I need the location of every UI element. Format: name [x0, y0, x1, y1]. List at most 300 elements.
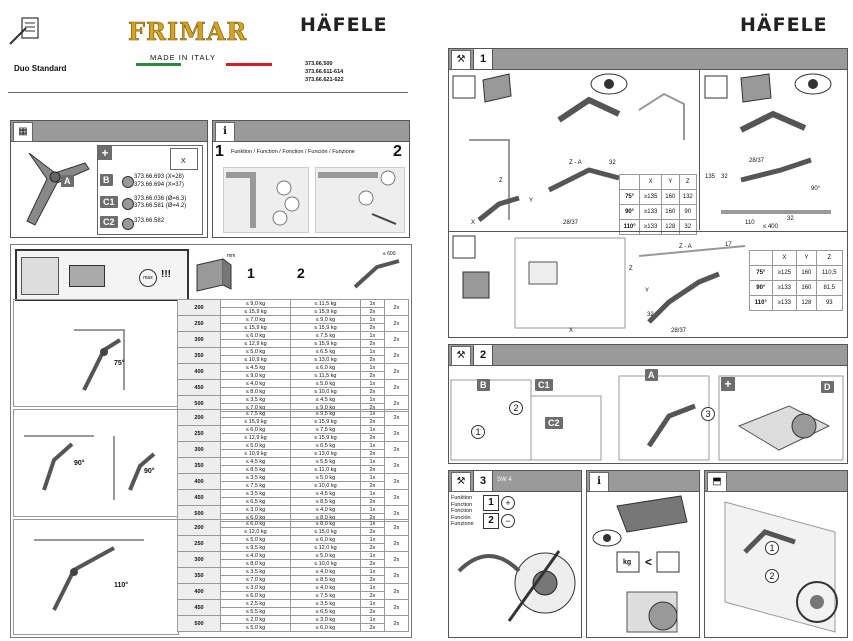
- step2-panel: [448, 344, 848, 464]
- made-in-italy: [150, 53, 260, 62]
- label-c2: C2: [545, 417, 563, 429]
- dim-17: 17: [725, 242, 732, 248]
- step-number: 3: [473, 471, 493, 491]
- weight-cell-1: ≤ 4,0 kg: [221, 380, 291, 388]
- screw-icon: [122, 176, 134, 188]
- info-header: [587, 471, 699, 492]
- weight-cell-1: ≤ 3,0 kg: [221, 584, 291, 592]
- count-cell: 1x: [360, 506, 384, 514]
- parts-panel: [10, 120, 208, 238]
- length-cell: 250: [178, 316, 221, 332]
- count-cell: 2x: [360, 514, 384, 522]
- count-cell: 2x: [360, 340, 384, 348]
- dim-135: 135: [705, 174, 716, 180]
- step-number: 1: [473, 49, 493, 69]
- weight-cell-2: ≤ 12,0 kg: [290, 544, 360, 552]
- weight-cell-1: ≤ 6,0 kg: [221, 426, 291, 434]
- count-cell: 2x: [360, 388, 384, 396]
- weight-cell-1: ≤ 3,5 kg: [221, 568, 291, 576]
- length-cell: 450: [178, 600, 221, 616]
- weight-cell-1: ≤ 9,0 kg: [221, 300, 291, 308]
- mm-label: mm: [227, 253, 236, 259]
- product-codes: [305, 60, 344, 84]
- weight-cell-2: ≤ 11,5 kg: [290, 300, 360, 308]
- y-cell: 160: [797, 266, 817, 281]
- page-gutter: [416, 0, 440, 641]
- label-d: D: [821, 381, 834, 393]
- product-code: 373.66.621-622: [305, 77, 344, 83]
- weight-cell-2: ≤ 8,0 kg: [290, 520, 360, 528]
- info-icon: i: [589, 472, 609, 492]
- table-row: [178, 410, 409, 418]
- function-header-text: Funktion / Function / Fonction / Función / Funzione: [231, 149, 355, 155]
- column-header: Z: [679, 175, 696, 190]
- step4-panel: [704, 470, 848, 638]
- less-than: <: [645, 555, 653, 569]
- weight-cell-1: ≤ 3,5 kg: [221, 474, 291, 482]
- weight-cell-2: ≤ 5,0 kg: [290, 552, 360, 560]
- step-marker-3: 3: [701, 407, 715, 421]
- weight-cell-1: ≤ 12,0 kg: [221, 528, 291, 536]
- count-cell: 2x: [360, 592, 384, 600]
- weight-cell-2: ≤ 7,5 kg: [290, 332, 360, 340]
- italy-flag-bar: [136, 63, 272, 66]
- weight-cell-2: ≤ 15,0 kg: [290, 528, 360, 536]
- label-c1: C1: [535, 379, 553, 391]
- weight-table-90: [177, 409, 409, 522]
- table-row: [178, 348, 409, 356]
- weight-cell-1: ≤ 9,5 kg: [221, 544, 291, 552]
- weight-cell-1: ≤ 4,5 kg: [221, 458, 291, 466]
- count-cell: 1x: [360, 300, 384, 308]
- weight-cell-1: ≤ 3,5 kg: [221, 490, 291, 498]
- weight-cell-1: ≤ 12,9 kg: [221, 340, 291, 348]
- dim-z: Z: [629, 266, 633, 272]
- weight-cell-2: ≤ 5,0 kg: [290, 380, 360, 388]
- part-code-b2: 373.66.694 (X=37): [134, 182, 184, 188]
- count-cell: 2x: [360, 356, 384, 364]
- count-cell: 2x: [360, 404, 384, 412]
- warning-icon: [21, 257, 59, 295]
- weight-cell-2: ≤ 13,0 kg: [290, 356, 360, 364]
- weight-cell-1: ≤ 2,5 kg: [221, 600, 291, 608]
- weight-cell-1: ≤ 3,0 kg: [221, 506, 291, 514]
- weight-cell-2: ≤ 7,5 kg: [290, 426, 360, 434]
- weight-cell-2: ≤ 8,5 kg: [290, 498, 360, 506]
- table-row: [178, 364, 409, 372]
- dim-28-37: 28/37: [749, 158, 765, 164]
- box-height-icon: [191, 251, 235, 295]
- weight-cell-2: ≤ 3,5 kg: [290, 600, 360, 608]
- weight-cell-2: ≤ 11,5 kg: [290, 372, 360, 380]
- weight-cell-1: ≤ 15,9 kg: [221, 324, 291, 332]
- angle-label: 75°: [114, 360, 125, 367]
- dim-y: Y: [645, 288, 650, 294]
- dim-label: ≤ 600: [383, 251, 396, 257]
- angle-cell: 110°: [620, 220, 640, 235]
- weight-cell-1: ≤ 5,0 kg: [221, 536, 291, 544]
- count-cell: 2x: [360, 544, 384, 552]
- count-cell: 2x: [360, 466, 384, 474]
- weight-cell-2: ≤ 15,9 kg: [290, 308, 360, 316]
- z-cell: 90: [679, 205, 696, 220]
- function-label: Función: [451, 514, 471, 521]
- table-row: [178, 568, 409, 576]
- adjust-screw-drawing: [449, 531, 579, 635]
- dim-32: 32: [647, 312, 654, 318]
- weight-cell-2: ≤ 15,9 kg: [290, 340, 360, 348]
- angle-label: 110°: [114, 582, 129, 589]
- weight-cell-1: ≤ 6,5 kg: [221, 498, 291, 506]
- weight-cell-2: ≤ 9,0 kg: [290, 404, 360, 412]
- table-row: [750, 281, 843, 296]
- weight-cell-2: ≤ 9,5 kg: [290, 410, 360, 418]
- dim-110: 110: [745, 220, 755, 226]
- weight-cell-2: ≤ 6,5 kg: [290, 348, 360, 356]
- weight-cell-2: ≤ 6,0 kg: [290, 364, 360, 372]
- count-cell: 2x: [360, 372, 384, 380]
- length-cell: 400: [178, 364, 221, 380]
- count-cell-total: 2x: [384, 410, 408, 426]
- length-cell: 500: [178, 506, 221, 522]
- length-cell: 300: [178, 552, 221, 568]
- weight-cell-1: ≤ 10,9 kg: [221, 356, 291, 364]
- weight-cell-1: ≤ 6,0 kg: [221, 520, 291, 528]
- count-cell: 2x: [360, 608, 384, 616]
- install-icon: ⬒: [707, 472, 727, 492]
- count-cell: 1x: [360, 536, 384, 544]
- table-row: [178, 458, 409, 466]
- count-cell-total: 2x: [384, 300, 408, 316]
- table-row: [178, 442, 409, 450]
- tool-icon: ⚒: [451, 50, 471, 70]
- function-label: Funzione: [451, 521, 474, 527]
- angle-cell: 90°: [620, 205, 640, 220]
- weight-cell-2: ≤ 9,0 kg: [290, 316, 360, 324]
- table-row: [178, 396, 409, 404]
- table-row: [178, 616, 409, 624]
- weight-cell-1: ≤ 5,5 kg: [221, 608, 291, 616]
- column-header: X: [772, 251, 796, 266]
- dimension-table-a: [619, 174, 697, 235]
- screw-icon: [122, 218, 134, 230]
- count-cell: 1x: [360, 568, 384, 576]
- count-cell-total: 2x: [384, 332, 408, 348]
- angle-cell: 90°: [750, 281, 773, 296]
- weight-cell-2: ≤ 5,0 kg: [290, 474, 360, 482]
- weight-cell-2: ≤ 4,0 kg: [290, 506, 360, 514]
- table-row: [178, 520, 409, 528]
- weight-cell-1: ≤ 6,0 kg: [221, 592, 291, 600]
- count-cell: 2x: [360, 498, 384, 506]
- count-cell-total: 2x: [384, 316, 408, 332]
- dim-y: Y: [529, 198, 534, 204]
- hinge-dim-icon: [349, 251, 405, 295]
- function-panel-header: [213, 121, 409, 142]
- part-label-c1: C1: [100, 196, 118, 208]
- hinge-mount-drawing: [701, 70, 847, 230]
- weight-cell-1: ≤ 7,0 kg: [221, 404, 291, 412]
- product-code: 373.66.500: [305, 61, 333, 67]
- angle-label-2: 90°: [144, 468, 155, 475]
- part-code-b1: 373.66.693 (X=28): [134, 174, 184, 180]
- table-row: [750, 266, 843, 281]
- angle-label: 90°: [74, 460, 85, 467]
- weight-cell-2: ≤ 13,0 kg: [290, 450, 360, 458]
- count-cell: 1x: [360, 442, 384, 450]
- count-cell: 1x: [360, 410, 384, 418]
- count-cell-total: 2x: [384, 426, 408, 442]
- table-header-row: [620, 175, 697, 190]
- part-label-c2: C2: [100, 216, 118, 228]
- step-marker-1: 1: [765, 541, 779, 555]
- x-cell: ≥135: [640, 190, 662, 205]
- table-row: [178, 536, 409, 544]
- count-cell: 1x: [360, 600, 384, 608]
- table-row: [178, 490, 409, 498]
- section-diagram-90: [13, 409, 179, 517]
- weight-cell-1: ≤ 7,5 kg: [221, 482, 291, 490]
- weight-cell-2: ≤ 11,0 kg: [290, 466, 360, 474]
- count-cell-total: 2x: [384, 364, 408, 380]
- weight-cell-2: ≤ 6,5 kg: [290, 442, 360, 450]
- screw-icon: [122, 198, 134, 210]
- length-cell: 200: [178, 410, 221, 426]
- step-number: 2: [473, 345, 493, 365]
- weight-cell-1: ≤ 2,0 kg: [221, 616, 291, 624]
- weight-cell-1: ≤ 3,5 kg: [221, 396, 291, 404]
- weight-cell-2: ≤ 15,9 kg: [290, 418, 360, 426]
- count-cell-total: 2x: [384, 380, 408, 396]
- weight-cell-1: ≤ 6,0 kg: [221, 514, 291, 522]
- table-row: [178, 552, 409, 560]
- weight-cell-2: ≤ 15,9 kg: [290, 434, 360, 442]
- weight-cell-2: ≤ 15,9 kg: [290, 324, 360, 332]
- column-header: Y: [662, 175, 679, 190]
- dim-28-37: 28/37: [671, 328, 687, 334]
- step3-header: [449, 471, 581, 492]
- count-cell-total: 2x: [384, 474, 408, 490]
- weight-cell-2: ≤ 6,0 kg: [290, 624, 360, 632]
- weight-cell-1: ≤ 9,0 kg: [221, 372, 291, 380]
- x-cell: ≥125: [772, 266, 796, 281]
- table-header-row: [750, 251, 843, 266]
- length-cell: 350: [178, 568, 221, 584]
- box-icon: ▦: [13, 122, 33, 142]
- length-cell: 350: [178, 348, 221, 364]
- count-cell: 1x: [360, 364, 384, 372]
- step2-header: [449, 345, 847, 366]
- x-dim-box: [170, 148, 198, 170]
- dim-32b: 32: [721, 174, 728, 180]
- function-num-2: 2: [393, 143, 402, 160]
- made-in-label: MADE IN ITALY: [150, 53, 217, 62]
- weight-cell-1: ≤ 15,9 kg: [221, 418, 291, 426]
- table-row: [178, 474, 409, 482]
- length-cell: 300: [178, 442, 221, 458]
- weight-cell-1: ≤ 5,0 kg: [221, 348, 291, 356]
- count-cell-total: 2x: [384, 458, 408, 474]
- dim-x: X: [471, 220, 476, 226]
- minus-circle-icon: −: [501, 514, 515, 528]
- y-cell: 160: [662, 190, 679, 205]
- weight-cell-2: ≤ 8,5 kg: [290, 576, 360, 584]
- warning-box: [15, 249, 189, 301]
- label-b: B: [477, 379, 490, 391]
- count-cell: 1x: [360, 458, 384, 466]
- table-row: [178, 506, 409, 514]
- count-cell: 1x: [360, 426, 384, 434]
- z-cell: 132: [679, 190, 696, 205]
- column-header: Y: [797, 251, 817, 266]
- parts-panel-header: [11, 121, 207, 142]
- length-cell: 500: [178, 396, 221, 412]
- weight-table-110: [177, 519, 409, 632]
- table-row: [178, 300, 409, 308]
- table-row: [178, 380, 409, 388]
- count-cell-total: 2x: [384, 600, 408, 616]
- function-num-2: 2: [483, 513, 499, 529]
- step1-top-left: [449, 70, 700, 230]
- exclaim: !!!: [161, 269, 171, 280]
- count-cell: 1x: [360, 396, 384, 404]
- length-cell: 250: [178, 426, 221, 442]
- weight-cell-1: ≤ 12,9 kg: [221, 434, 291, 442]
- count-cell: 2x: [360, 308, 384, 316]
- count-cell: 1x: [360, 474, 384, 482]
- header-col-1: 1: [247, 265, 255, 281]
- step1-panel: [448, 48, 848, 338]
- x-dim-label: X: [181, 158, 186, 165]
- part-label-a: A: [61, 175, 74, 187]
- count-cell-total: 2x: [384, 442, 408, 458]
- weight-cell-1: ≤ 10,9 kg: [221, 450, 291, 458]
- count-cell: 1x: [360, 332, 384, 340]
- dimension-table-b: [749, 250, 843, 311]
- header-divider: [8, 92, 408, 93]
- weight-cell-1: ≤ 7,0 kg: [221, 576, 291, 584]
- weight-cell-2: ≤ 7,5 kg: [290, 592, 360, 600]
- x-cell: ≥133: [772, 296, 796, 311]
- count-cell-total: 2x: [384, 490, 408, 506]
- step-marker-2: 2: [509, 401, 523, 415]
- weight-cell-1: ≤ 7,5 kg: [221, 410, 291, 418]
- step3-panel: [448, 470, 582, 638]
- function-diagram-1: [223, 167, 309, 233]
- tool-icon: ⚒: [451, 472, 471, 492]
- weight-cell-1: ≤ 5,0 kg: [221, 442, 291, 450]
- weight-icon: [69, 265, 105, 287]
- weight-cell-1: ≤ 8,5 kg: [221, 466, 291, 474]
- count-cell-total: 2x: [384, 568, 408, 584]
- dim-z-a: Z - A: [569, 160, 582, 166]
- count-cell: 1x: [360, 616, 384, 624]
- dim-32: 32: [609, 160, 616, 166]
- table-row: [750, 296, 843, 311]
- step4-header: [705, 471, 847, 492]
- function-list: [451, 495, 474, 528]
- info-drawing: [587, 492, 699, 636]
- function-diagram-2: [315, 167, 405, 233]
- x-cell: ≥133: [640, 220, 662, 235]
- section-diagram-110: [13, 519, 179, 635]
- weight-cell-2: ≤ 4,5 kg: [290, 490, 360, 498]
- step4-drawing: [705, 492, 847, 636]
- z-cell: 93: [816, 296, 842, 311]
- frimar-logo: FRIMAR: [128, 17, 248, 46]
- table-row: [620, 190, 697, 205]
- length-cell: 300: [178, 332, 221, 348]
- step1-top-right: [701, 70, 847, 230]
- dim-90: 90°: [811, 186, 821, 192]
- table-row: [178, 600, 409, 608]
- weight-cell-2: ≤ 4,0 kg: [290, 568, 360, 576]
- weight-cell-2: ≤ 3,0 kg: [290, 616, 360, 624]
- y-cell: 160: [797, 281, 817, 296]
- weight-cell-1: ≤ 6,0 kg: [221, 332, 291, 340]
- count-cell: 2x: [360, 528, 384, 536]
- weight-cell-2: ≤ 4,5 kg: [290, 396, 360, 404]
- count-cell-total: 2x: [384, 348, 408, 364]
- part-code-c1a: 373.66.036 (Ø=6.3): [134, 196, 187, 202]
- document-icon: [8, 16, 42, 46]
- table-row: [178, 316, 409, 324]
- count-cell: 1x: [360, 552, 384, 560]
- weight-cell-2: ≤ 5,5 kg: [290, 458, 360, 466]
- header-col-2: 2: [297, 265, 305, 281]
- function-num-1: 1: [215, 143, 224, 160]
- angle-cell: 75°: [620, 190, 640, 205]
- weight-cell-2: ≤ 4,0 kg: [290, 584, 360, 592]
- wrench-size: SW 4: [497, 477, 512, 483]
- length-cell: 500: [178, 616, 221, 632]
- table-row: [178, 332, 409, 340]
- length-cell: 250: [178, 536, 221, 552]
- count-cell: 2x: [360, 560, 384, 568]
- table-row: [178, 584, 409, 592]
- weight-cell-1: ≤ 15,9 kg: [221, 308, 291, 316]
- info-icon: i: [215, 122, 235, 142]
- plus-icon: +: [98, 146, 112, 160]
- function-label: Function: [451, 501, 473, 508]
- y-cell: 128: [797, 296, 817, 311]
- weight-cell-2: ≤ 10,0 kg: [290, 560, 360, 568]
- count-cell-total: 2x: [384, 584, 408, 600]
- table-row: [620, 205, 697, 220]
- step-marker-2: 2: [765, 569, 779, 583]
- product-code: 373.66.611-614: [305, 69, 344, 75]
- step1-bottom: [449, 231, 847, 338]
- weight-cell-2: ≤ 6,0 kg: [290, 536, 360, 544]
- column-header: Z: [816, 251, 842, 266]
- right-page: [440, 0, 853, 641]
- count-cell: 2x: [360, 624, 384, 632]
- length-cell: 450: [178, 380, 221, 396]
- count-cell: 2x: [360, 324, 384, 332]
- count-cell: 2x: [360, 450, 384, 458]
- weight-table-panel: [10, 244, 412, 638]
- function-num-1: 1: [483, 495, 499, 511]
- dim-400: ≤ 400: [763, 224, 778, 230]
- count-cell-total: 2x: [384, 536, 408, 552]
- x-cell: ≥133: [772, 281, 796, 296]
- dim-32: 32: [787, 216, 794, 222]
- z-cell: 81,5: [816, 281, 842, 296]
- length-cell: 350: [178, 458, 221, 474]
- tool-icon: ⚒: [451, 346, 471, 366]
- count-cell-total: 2x: [384, 616, 408, 632]
- angle-cell: 110°: [750, 296, 773, 311]
